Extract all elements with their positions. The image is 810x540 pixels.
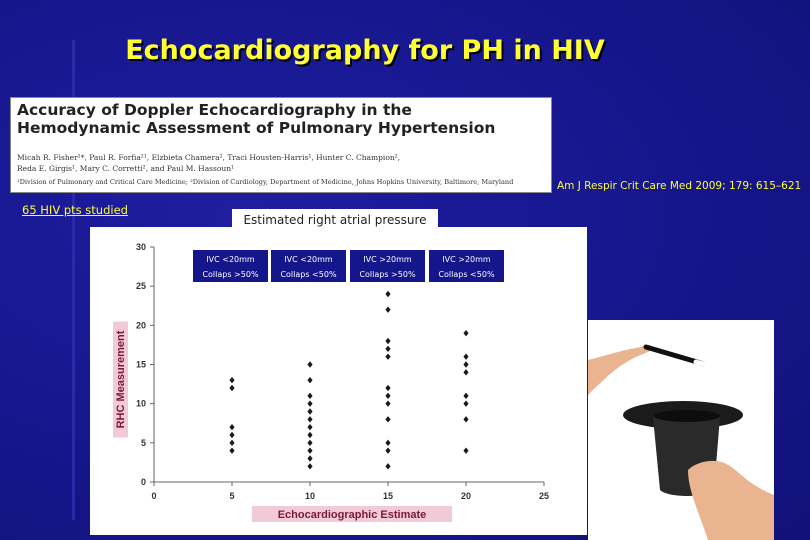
data-point (307, 440, 312, 446)
y-axis-label-group (113, 322, 128, 438)
data-point (307, 400, 312, 406)
data-point (385, 353, 390, 359)
legend-box-3-line1: IVC >20mm (363, 255, 412, 264)
data-point (229, 432, 234, 438)
data-point (307, 432, 312, 438)
legend-box-3-line2: Collaps >50% (359, 270, 416, 279)
y-tick-label: 15 (135, 359, 146, 370)
data-point (385, 291, 390, 297)
y-axis-label: RHC Measurement (115, 330, 127, 429)
data-point (463, 369, 468, 375)
data-point (307, 416, 312, 422)
paper-title-line1: Accuracy of Doppler Echocardiography in the (17, 101, 412, 119)
data-point (229, 385, 234, 391)
paper-authors-line1: Micah R. Fisher¹*, Paul R. Forfia²¹, Elzbieta Chamera², Traci Housten-Harris¹, Hunter C. Champion², (17, 153, 401, 162)
paper-authors-line2: Reda E. Girgis¹, Mary C. Corretti², and Paul M. Hassoun¹ (17, 164, 235, 173)
data-point (385, 306, 390, 312)
data-point (229, 440, 234, 446)
x-tick-label: 10 (304, 491, 316, 501)
paper-affiliation: ¹Division of Pulmonary and Critical Care Medicine; ²Division of Cardiology, Department of Medicine, Johns Hopkins University, Baltimore, Maryland (17, 178, 514, 186)
data-point (385, 346, 390, 352)
y-tick-label: 0 (140, 477, 146, 487)
data-point (385, 400, 390, 406)
data-point (229, 424, 234, 430)
data-point (385, 393, 390, 399)
data-point (385, 463, 390, 469)
legend-box-2-line1: IVC <20mm (284, 255, 333, 264)
data-point (307, 361, 312, 367)
legend-box-1-line1: IVC <20mm (206, 255, 255, 264)
legend-box-2 (271, 250, 346, 282)
legend-box-4 (429, 250, 504, 282)
data-point (463, 361, 468, 367)
data-point (463, 353, 468, 359)
slide-title: Echocardiography for PH in HIV (125, 35, 605, 66)
y-tick-label: 5 (140, 437, 146, 448)
data-point (385, 440, 390, 446)
data-point (385, 416, 390, 422)
data-point (385, 338, 390, 344)
paper-authors (17, 152, 542, 174)
x-tick-label: 5 (229, 491, 235, 501)
legend-box-3 (350, 250, 425, 282)
data-point (463, 416, 468, 422)
legend-box-4-line1: IVC >20mm (442, 255, 491, 264)
paper-title (17, 101, 547, 137)
legend-box-1-line2: Collaps >50% (202, 270, 259, 279)
study-note: 65 HIV pts studied (22, 203, 128, 217)
paper-header-image (10, 97, 552, 193)
data-point (385, 447, 390, 453)
magician-hat-photo (588, 320, 774, 540)
data-point (229, 447, 234, 453)
x-tick-label: 0 (151, 491, 157, 501)
data-point (307, 424, 312, 430)
y-tick-label: 25 (135, 281, 146, 292)
data-point (463, 393, 468, 399)
data-point (229, 377, 234, 383)
legend-box-4-line2: Collaps <50% (438, 270, 495, 279)
data-point (307, 455, 312, 461)
x-axis-label: Echocardiographic Estimate (277, 509, 427, 521)
data-point (385, 385, 390, 391)
data-point (463, 400, 468, 406)
x-tick-label: 25 (538, 491, 550, 501)
data-point (463, 447, 468, 453)
data-point (307, 447, 312, 453)
legend-box-2-line2: Collaps <50% (280, 270, 337, 279)
y-tick-label: 20 (135, 320, 146, 331)
y-tick-label: 10 (135, 398, 146, 409)
data-point (307, 463, 312, 469)
data-point (307, 408, 312, 414)
data-point (463, 330, 468, 336)
data-point (307, 393, 312, 399)
x-tick-label: 15 (382, 491, 394, 501)
citation: Am J Respir Crit Care Med 2009; 179: 615–621 (557, 180, 802, 192)
legend-box-1 (193, 250, 268, 282)
x-tick-label: 20 (460, 491, 472, 501)
y-tick-label: 30 (135, 242, 146, 252)
estimate-label: Estimated right atrial pressure (232, 209, 438, 229)
data-point (307, 377, 312, 383)
paper-title-line2: Hemodynamic Assessment of Pulmonary Hypertension (17, 119, 496, 137)
